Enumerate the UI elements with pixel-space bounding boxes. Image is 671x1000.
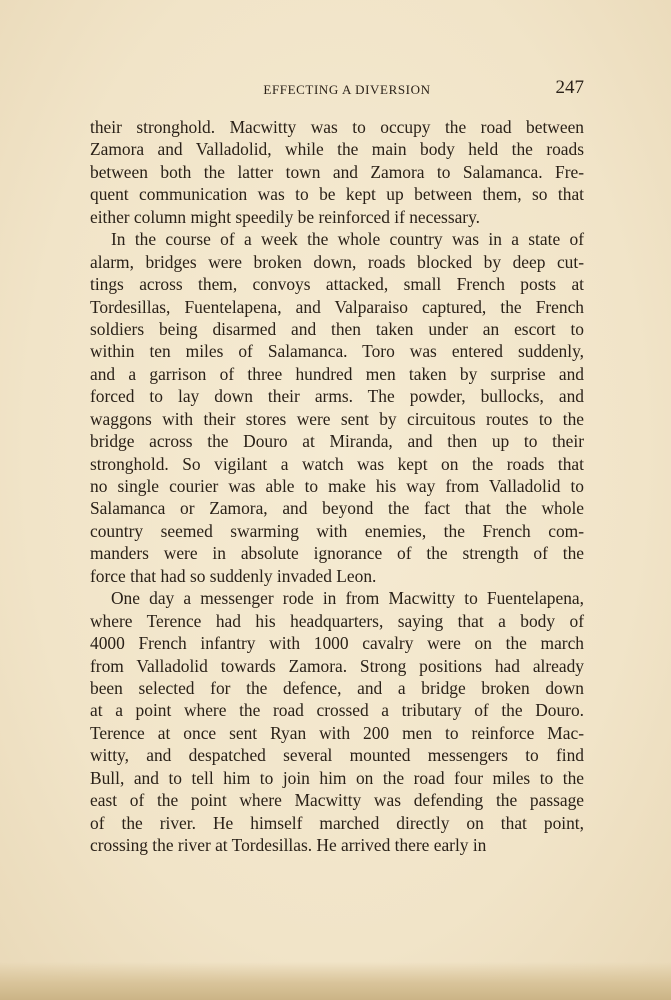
text-line: waggons with their stores were sent by circuitous routes to the [90,408,584,429]
text-line: east of the point where Macwitty was defending the passage [90,790,584,811]
text-line: witty, and despatched several mounted messengers to find [90,745,584,766]
text-line: between both the latter town and Zamora to Salamanca. Fre- [90,161,584,182]
page-header [90,77,584,101]
text-line: quent communication was to be kept up between them, so that [90,184,584,205]
text-line: at a point where the road crossed a tributary of the Douro. [90,700,584,721]
body-text [90,116,584,856]
text-line: bridge across the Douro at Miranda, and then up to their [90,431,584,452]
page-bottom-edge [0,962,671,1000]
text-line: country seemed swarming with enemies, the French com- [90,520,584,541]
text-line: stronghold. So vigilant a watch was kept on the roads that [90,453,584,474]
text-line: Zamora and Valladolid, while the main body held the roads [90,139,584,160]
text-line: force that had so suddenly invaded Leon. [90,565,377,586]
page-number: 247 [555,77,584,98]
text-line: of the river. He himself marched directly on that point, [90,812,584,833]
text-line: no single courier was able to make his way from Valladolid to [90,476,584,496]
text-line: alarm, bridges were broken down, roads blocked by deep cut- [90,251,584,272]
text-line: Terence at once sent Ryan with 200 men to reinforce Mac- [90,722,584,743]
text-line: within ten miles of Salamanca. Toro was entered suddenly, [90,341,584,362]
text-line: Tordesillas, Fuentelapena, and Valparaiso captured, the French [90,296,584,317]
text-line: Bull, and to tell him to join him on the road four miles to the [90,767,584,788]
text-line: forced to lay down their arms. The powder, bullocks, and [90,386,584,407]
text-line: In the course of a week the whole country was in a state of [111,229,584,250]
text-line: their stronghold. Macwitty was to occupy the road between [90,117,584,137]
text-line: where Terence had his headquarters, saying that a body of [90,610,584,631]
text-line: Salamanca or Zamora, and beyond the fact that the whole [90,498,584,519]
text-line: manders were in absolute ignorance of the strength of the [90,543,584,564]
text-line: been selected for the defence, and a bridge broken down [90,677,584,698]
paragraph [90,228,584,587]
text-line: One day a messenger rode in from Macwitty to Fuentelapena, [111,588,584,609]
paragraph [90,587,584,856]
text-line: and a garrison of three hundred men taken by surprise and [90,363,584,384]
text-line: either column might speedily be reinforced if necessary. [90,206,481,227]
running-head: EFFECTING A DIVERSION [263,82,431,97]
paragraph [90,116,584,228]
text-line: soldiers being disarmed and then taken under an escort to [90,318,584,339]
text-line: from Valladolid towards Zamora. Strong positions had already [90,655,584,676]
text-line: crossing the river at Tordesillas. He arrived there early in [90,835,487,855]
text-line: 4000 French infantry with 1000 cavalry were on the march [90,633,584,654]
text-line: tings across them, convoys attacked, small French posts at [90,274,584,295]
